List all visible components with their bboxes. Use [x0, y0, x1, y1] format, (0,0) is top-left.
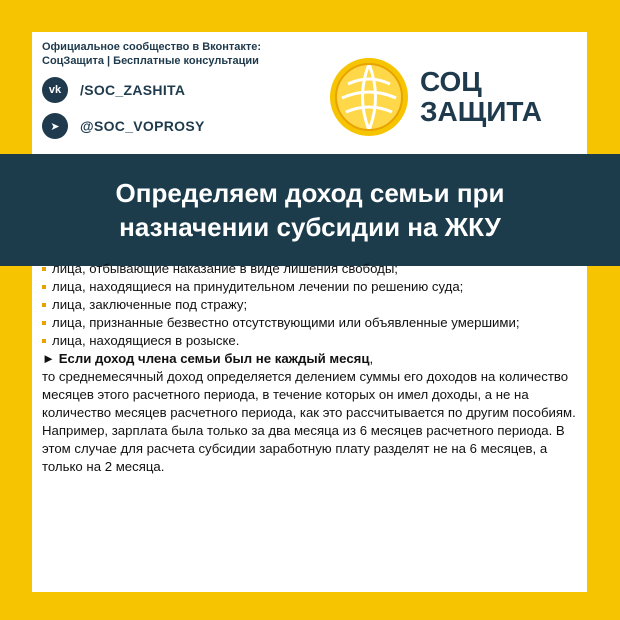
content-text: [42, 260, 580, 476]
info-card: [32, 32, 587, 592]
bold-phrase: Если доход члена семьи был не каждый месяц: [58, 351, 370, 366]
logo-text: [420, 67, 542, 127]
list-item: лица, находящиеся в розыске.: [42, 332, 580, 350]
telegram-handle[interactable]: @SOC_VOPROSY: [80, 118, 205, 134]
logo-line1: СОЦ: [420, 66, 482, 97]
telegram-icon: ➤: [42, 113, 68, 139]
list-item: лица, признанные безвестно отсутствующими или объявленные умершими;: [42, 314, 580, 332]
logo: [328, 52, 568, 142]
globe-icon: [328, 56, 410, 138]
list-item: лица, заключенные под стражу;: [42, 296, 580, 314]
social-telegram[interactable]: [42, 112, 332, 140]
title-banner: [0, 154, 620, 266]
paragraph-2: Например, зарплата была только за два месяца из 6 месяцев расчетного периода. В этом случае для расчета субсидии заработную плату разделят не на 6 месяцев, а только на 2 месяца.: [42, 423, 565, 474]
community-line2: СоцЗащита | Бесплатные консультации: [42, 55, 259, 67]
page-title: Определяем доход семьи при назначении субсидии на ЖКУ: [115, 178, 505, 242]
vk-icon: vk: [42, 77, 68, 103]
vk-handle[interactable]: /SOC_ZASHITA: [80, 82, 186, 98]
community-line1: Официальное сообщество в Вконтакте:: [42, 41, 262, 53]
list-item: лица, находящиеся на принудительном лечении по решению суда;: [42, 278, 580, 296]
paragraph-1: то среднемесячный доход определяется делением суммы его доходов на количество месяцев этого расчетного периода, в течение которых он имел доходы, а не на количество месяцев расчетного периода, как это рассчитывается по другим пособиям.: [42, 369, 576, 420]
community-text: [42, 40, 332, 68]
header-social: [42, 40, 332, 140]
list-item: лица, отбывающие наказание в виде лишения свободы;: [42, 260, 580, 278]
logo-line2: ЗАЩИТА: [420, 96, 542, 127]
arrow-icon: ►: [42, 351, 56, 366]
bold-phrase-comma: ,: [369, 351, 374, 366]
social-vk[interactable]: [42, 76, 332, 104]
arrow-line: [42, 350, 580, 368]
